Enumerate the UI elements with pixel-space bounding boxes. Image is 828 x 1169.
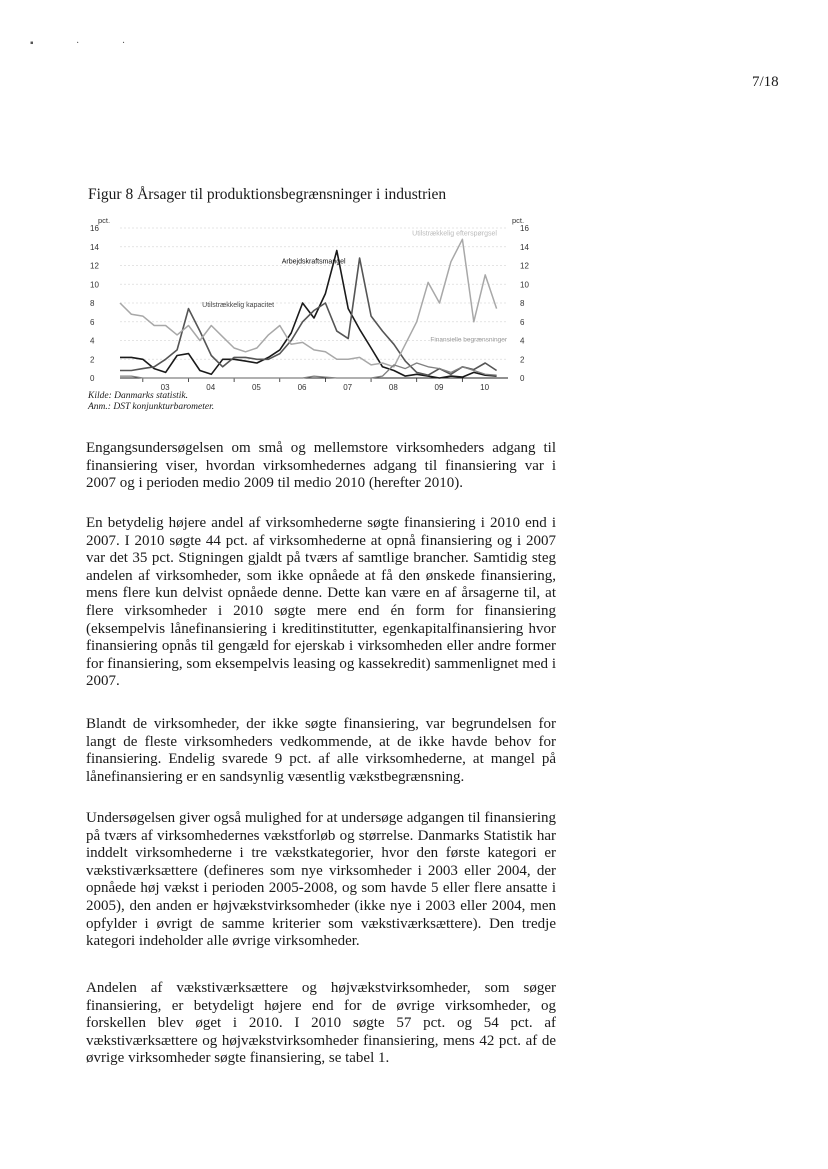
- x-tick-label: 09: [434, 383, 444, 392]
- y-tick-right: 4: [520, 336, 525, 346]
- paragraph-3: Blandt de virksomheder, der ikke søgte finansiering, var begrundelsen for langt de fleste virksomheders vedkommende, at de ikke havde behov for finansiering. Endelig svarede 9 pct. af alle virksomhederne, at mangel på lånefinansiering er en sandsynlig væsentlig vækstbegrænsning.: [86, 716, 556, 785]
- y-tick-right: 2: [520, 355, 525, 365]
- chart-annotation-3: Finansielle begrænsninger: [430, 336, 508, 344]
- paragraph-4: Undersøgelsen giver også mulighed for at undersøge adgangen til finansiering på tværs af virksomhedernes vækstforløb og størrelse. Danmarks Statistik har inddelt virksomhederne i tre vækstkategorier, hvor den første kategori er vækstiværksættere (defineres som nye virksomheder i 2003 eller 2004, der opnåede høj vækst i perioden 2005-2008, og som havde 5 eller flere ansatte i 2005), den anden er højvækstvirksomheder (ikke nye i 2003 eller 2004, men opfylder i øvrigt de samme kriterier som vækstiværksættere). Den tredje kategori indeholder alle øvrige virksomheder.: [86, 810, 556, 950]
- series-line-0: [120, 251, 497, 379]
- x-tick-label: 06: [297, 383, 307, 392]
- x-tick-label: 10: [480, 383, 490, 392]
- figure-title: Figur 8 Årsager til produktionsbegrænsninger i industrien: [88, 186, 447, 203]
- y-tick-left: 8: [90, 299, 95, 308]
- chart-svg: [78, 206, 538, 396]
- page-number: 7/18: [752, 74, 779, 90]
- y-tick-left: 10: [90, 280, 99, 290]
- y-tick-left: 0: [90, 374, 95, 383]
- note-text: DST konjunkturbarometer.: [113, 402, 215, 412]
- x-tick-label: 08: [388, 383, 398, 392]
- series-line-3: [120, 363, 497, 378]
- line-chart: [78, 206, 538, 396]
- chart-annotation-1: Utilstrækkelig kapacitet: [202, 301, 275, 309]
- chart-annotation-0: Arbejdskraftsmangel: [281, 258, 346, 266]
- y-tick-left: 6: [90, 317, 95, 327]
- y-tick-left: 4: [90, 336, 95, 346]
- y-tick-right: 6: [520, 317, 525, 327]
- y-label-left: pct.: [98, 216, 111, 225]
- y-tick-right: 0: [520, 374, 525, 383]
- y-tick-right: 14: [520, 242, 529, 252]
- paragraph-5: Andelen af vækstiværksættere og højvækstvirksomheder, som søger finansiering, er betydeligt højere end for de øvrige virksomheder, og forskellen blev øget i 2010. I 2010 søgte 57 pct. og 54 pct. af vækstiværksættere og højvækstvirksomheder finansiering, mens 42 pct. af de øvrige virksomheder søgte finansiering, se tabel 1.: [86, 980, 556, 1067]
- x-tick-label: 07: [343, 383, 353, 392]
- y-tick-left: 14: [90, 242, 99, 252]
- x-tick-label: 03: [160, 383, 170, 392]
- paragraph-2: En betydelig højere andel af virksomhederne søgte finansiering i 2010 end i 2007. I 2010 søgte 44 pct. af virksomhederne at opnå finansiering og i 2007 var det 35 pct. Stigningen gjaldt på tværs af samtlige brancher. Samtidig steg andelen af virksomheder, som ikke opnåede at få den ønskede finansiering, mens flere kun delvist opnåede denne. Dette kan være en af årsagerne til, at flere virksomheder i 2010 søgte mere end én form for finansiering (eksempelvis lånefinansiering i kreditinstitutter, egenkapitalfinansiering hvor finansiering opnås til gengæld for ejerskab i virksomheden eller andre former for finansiering, som eksempelvis leasing og kassekredit) sammenlignet med i 2007.: [86, 515, 556, 690]
- y-tick-right: 16: [520, 224, 529, 233]
- y-tick-right: 8: [520, 299, 525, 308]
- x-tick-label: 05: [251, 383, 261, 392]
- y-tick-right: 12: [520, 261, 529, 271]
- y-label-right: pct.: [512, 216, 525, 225]
- y-tick-left: 2: [90, 355, 95, 365]
- chart-annotation-2: Utilstrækkelig efterspørgsel: [412, 230, 497, 238]
- source-label: Kilde:: [88, 391, 112, 401]
- y-tick-left: 12: [90, 261, 99, 271]
- x-tick-label: 04: [206, 383, 216, 392]
- y-tick-right: 10: [520, 280, 529, 290]
- source-text: Danmarks statistik.: [114, 391, 189, 401]
- scan-specks: ▪ · ·: [30, 38, 146, 49]
- y-tick-left: 16: [90, 224, 99, 233]
- paragraph-1: Engangsundersøgelsen om små og mellemstore virksomheders adgang til finansiering viser, hvordan virksomhedernes adgang til finansiering var i 2007 og i perioden medio 2009 til medio 2010 (herefter 2010).: [86, 440, 556, 492]
- note-label: Anm.:: [88, 402, 111, 412]
- figure-source: [88, 391, 214, 413]
